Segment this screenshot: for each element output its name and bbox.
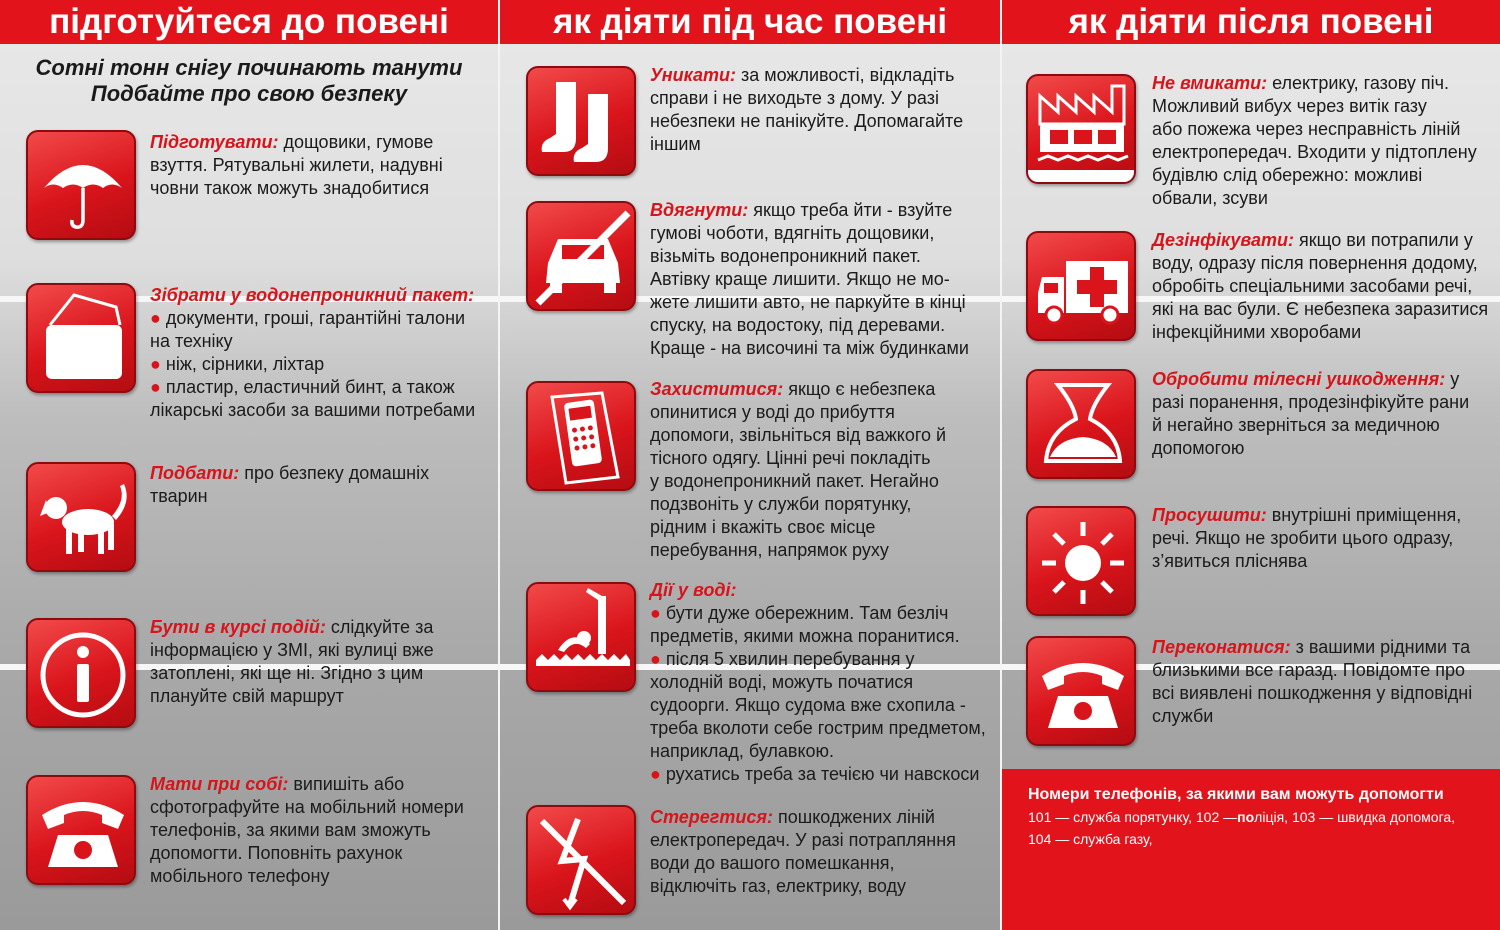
swimmer-icon — [526, 582, 636, 692]
item-phone: Мати при собі: випишіть або сфотографуйте на мобільний номери телефонів, за якими вам зможуть допомогти. Поповніть рахунок мобільного телефону — [150, 774, 464, 886]
column-title: підготуйтеся до повені — [0, 0, 498, 44]
intro-line: Сотні тонн снігу починають танути — [35, 55, 463, 80]
bag-icon — [26, 283, 136, 393]
intro-text — [0, 55, 498, 107]
dog-icon — [26, 462, 136, 572]
info-icon — [26, 618, 136, 728]
item-pack: Зібрати у водонепроникний пакет: ● документи, гроші, гарантійні талони на техніку ● ніж, сірники, ліхтар ● пластир, еластичний бинт, а також лікарські засоби за вашими потребами — [150, 285, 476, 420]
phones-title: Номери телефонів, за якими вам можуть допомогти — [1028, 786, 1444, 803]
item-check: Переконатися: з вашими рідними та близькими все гаразд. Повідомте про всі виявлені пошкодження у відповідні служби — [1152, 637, 1473, 726]
mobile-in-bag-icon — [526, 381, 636, 491]
item-no-switch: Не вмикати: електрику, газову піч. Можливий вибух через витік газу або пожежа через несправність ліній електропередач. Входити у підтоплену будівлю слід обережно: можливі обвали, зсуви — [1152, 73, 1477, 208]
phones-line: 104 — служба газу, — [1028, 831, 1153, 847]
column-title: як діяти після повені — [1002, 0, 1500, 44]
item-wear: Вдягнути: якщо треба йти - взуйте гумові чоботи, вдягніть дощовики, візьміть водонепроникний пакет. Автівку краще лишити. Якщо не мо- жете лишити авто, не паркуйте в кінці спуску, на водостоку, під деревами. Краще - на височині та між будинками — [650, 200, 969, 358]
item-protect: Захиститися: якщо є небезпека опинитися у воді до прибуття допомоги, звільніться від важкого й тісного одягу. Цінні речі покладіть у водонепроникний пакет. Негайно подзвоніть у служби порятунку, рідним і вкажіть своє місце перебування, напрямок руху — [650, 379, 947, 560]
column-before-flood — [0, 0, 498, 930]
item-news: Бути в курсі подій: слідкуйте за інформацією у ЗМІ, які вулиці вже затоплені, які ще ні. Згідно з цим плануйте свій маршрут — [150, 617, 434, 706]
item-injury: Обробити тілесні ушкодження: у разі поранення, продезінфікуйте рани й негайно зверніться за медичною допомогою — [1152, 369, 1470, 458]
bandage-bag-icon — [1026, 369, 1136, 479]
telephone-icon — [26, 775, 136, 885]
umbrella-icon — [26, 130, 136, 240]
item-beware: Стерегтися: пошкоджених ліній електропередач. У разі потрапляння води до вашого помешкання, відключіть газ, електрику, воду — [650, 807, 956, 896]
no-electricity-icon — [526, 805, 636, 915]
sun-icon — [1026, 506, 1136, 616]
item-avoid: Уникати: за можливості, відкладіть справи і не виходьте з дому. У разі небезпеки не панікуйте. Допомагайте іншим — [650, 65, 964, 154]
column-title: як діяти під час повені — [500, 0, 1000, 44]
telephone-icon — [1026, 636, 1136, 746]
item-disinfect: Дезінфікувати: якщо ви потрапили у воду, одразу після повернення додому, обробіть спеціальними засобами речі, які на вас були. Є небезпека заразитися інфекційними хворобами — [1152, 230, 1489, 342]
item-dry: Просушити: внутрішні приміщення, речі. Якщо не зробити цього одразу, з’явиться пліснява — [1152, 505, 1462, 571]
intro-line: Подбайте про свою безпеку — [90, 81, 408, 106]
factory-icon — [1026, 74, 1136, 184]
item-water: Дії у воді: ● бути дуже обережним. Там безліч предметів, якими можна поранитися. ● після 5 хвилин перебування у холодній воді, можуть початися судоорги. Якщо судома вже схопила - треба вколоти себе гострим предметом, наприклад, булавкою. ● рухатись треба за течією чи навскоси — [650, 580, 986, 784]
ambulance-icon — [1026, 231, 1136, 341]
item-prepare: Підготувати: дощовики, гумове взуття. Рятувальні жилети, надувні човни також можуть знадобитися — [150, 132, 443, 198]
emergency-phones-box — [1002, 769, 1500, 930]
phones-line: 101 — служба порятунку, 102 —поліція, 103 — швидка допомога, — [1028, 809, 1456, 825]
item-pets: Подбати: про безпеку домашніх тварин — [150, 463, 430, 506]
boots-icon — [526, 66, 636, 176]
column-during-flood — [500, 0, 1000, 930]
no-car-icon — [526, 201, 636, 311]
